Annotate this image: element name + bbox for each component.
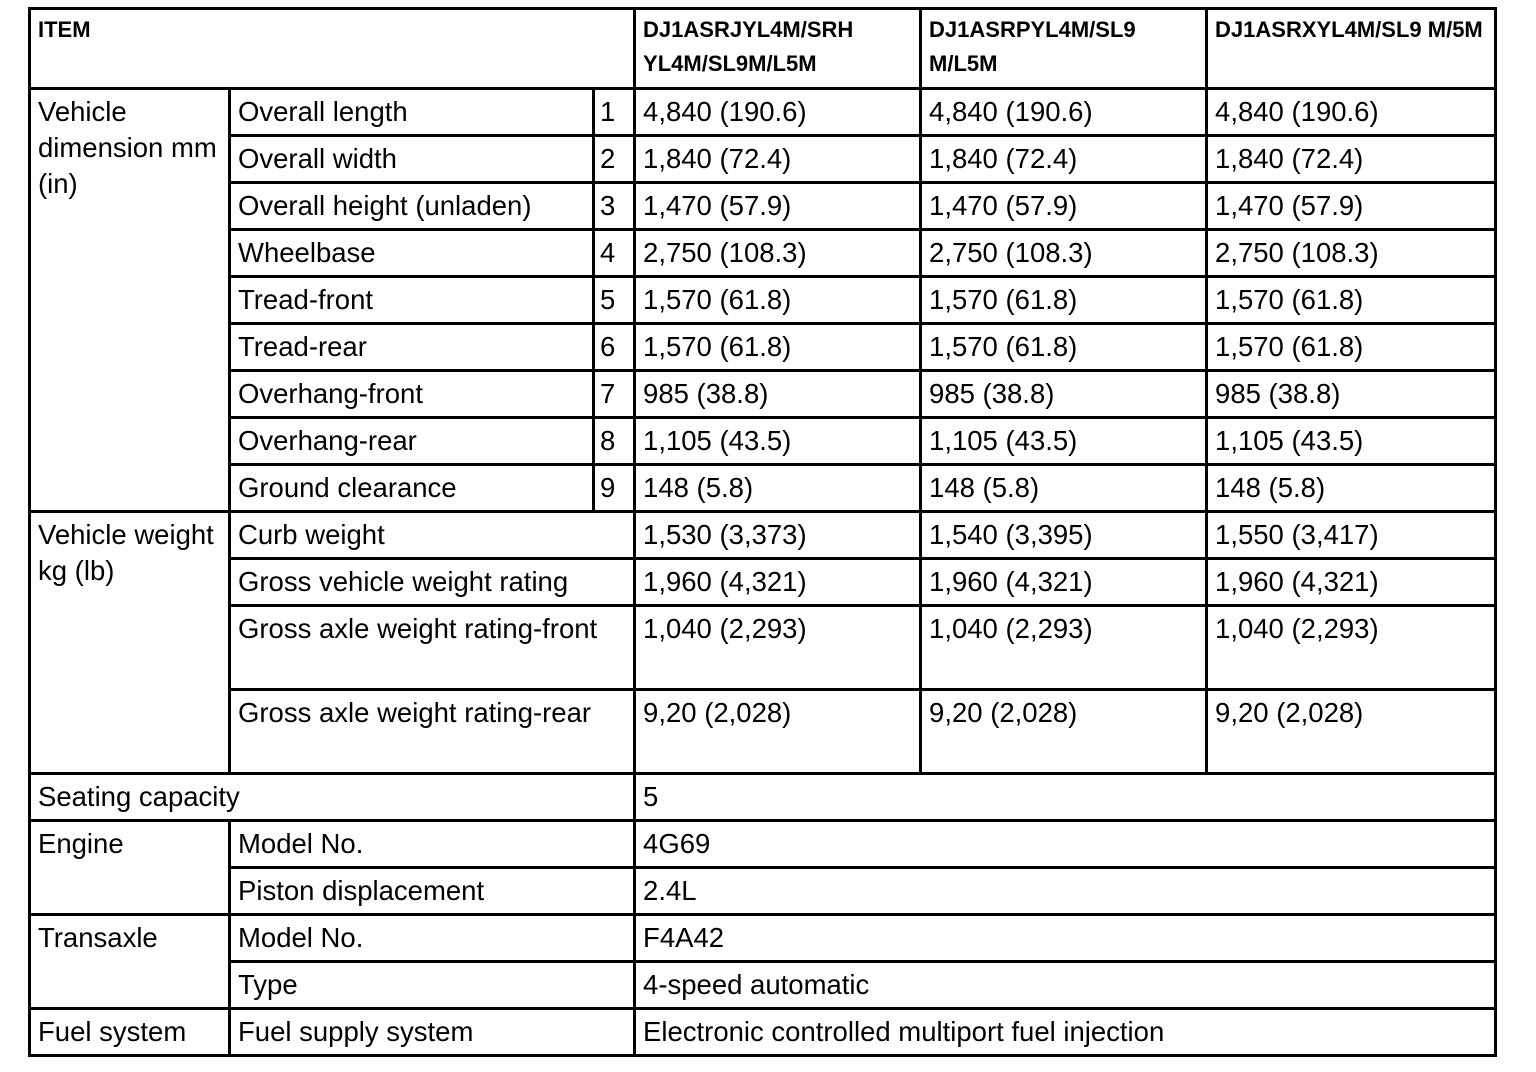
value-cell: 1,550 (3,417)	[1207, 512, 1496, 559]
seating-capacity-value: 5	[635, 774, 1496, 821]
value-cell: 1,960 (4,321)	[1207, 559, 1496, 606]
table-row	[30, 821, 1496, 868]
row-label: Model No.	[230, 821, 635, 868]
row-label: Gross vehicle weight rating	[230, 559, 635, 606]
row-label: Overhang-rear	[230, 418, 594, 465]
row-number: 3	[594, 183, 635, 230]
value-cell: 1,570 (61.8)	[1207, 277, 1496, 324]
table-row	[30, 183, 1496, 230]
value-cell: 4,840 (190.6)	[1207, 89, 1496, 136]
value-cell: 1,570 (61.8)	[635, 277, 921, 324]
table-row	[30, 606, 1496, 690]
value-cell: 1,540 (3,395)	[921, 512, 1207, 559]
row-label: Model No.	[230, 915, 635, 962]
row-label: Tread-rear	[230, 324, 594, 371]
value-cell: 9,20 (2,028)	[921, 690, 1207, 774]
value-cell: 4-speed automatic	[635, 962, 1496, 1009]
table-row	[30, 136, 1496, 183]
group-engine: Engine	[30, 821, 230, 915]
table-row	[30, 690, 1496, 774]
table-row	[30, 962, 1496, 1009]
table-row	[30, 465, 1496, 512]
table-row	[30, 230, 1496, 277]
value-cell: 1,470 (57.9)	[1207, 183, 1496, 230]
value-cell: 1,840 (72.4)	[1207, 136, 1496, 183]
row-label: Wheelbase	[230, 230, 594, 277]
header-model-2: DJ1ASRPYL4M/SL9 M/L5M	[921, 9, 1207, 89]
value-cell: 1,040 (2,293)	[1207, 606, 1496, 690]
table-row	[30, 418, 1496, 465]
header-item: ITEM	[30, 9, 635, 89]
table-row	[30, 868, 1496, 915]
table-row	[30, 371, 1496, 418]
value-cell: F4A42	[635, 915, 1496, 962]
value-cell: 1,570 (61.8)	[635, 324, 921, 371]
value-cell: 1,040 (2,293)	[921, 606, 1207, 690]
group-vehicle-dimension: Vehicle dimension mm (in)	[30, 89, 230, 512]
value-cell: 1,840 (72.4)	[635, 136, 921, 183]
row-number: 1	[594, 89, 635, 136]
row-number: 9	[594, 465, 635, 512]
value-cell: Electronic controlled multiport fuel injection	[635, 1009, 1496, 1056]
table-row	[30, 89, 1496, 136]
table-row	[30, 774, 1496, 821]
specification-table	[28, 7, 1497, 1057]
value-cell: 1,105 (43.5)	[635, 418, 921, 465]
value-cell: 4,840 (190.6)	[921, 89, 1207, 136]
value-cell: 9,20 (2,028)	[1207, 690, 1496, 774]
header-row	[30, 9, 1496, 89]
table-row	[30, 277, 1496, 324]
row-label: Tread-front	[230, 277, 594, 324]
value-cell: 1,960 (4,321)	[635, 559, 921, 606]
seating-capacity-label: Seating capacity	[30, 774, 635, 821]
row-label: Overall length	[230, 89, 594, 136]
value-cell: 985 (38.8)	[921, 371, 1207, 418]
value-cell: 1,040 (2,293)	[635, 606, 921, 690]
row-number: 7	[594, 371, 635, 418]
row-number: 5	[594, 277, 635, 324]
table-row	[30, 512, 1496, 559]
value-cell: 1,840 (72.4)	[921, 136, 1207, 183]
header-model-1: DJ1ASRJYL4M/SRH YL4M/SL9M/L5M	[635, 9, 921, 89]
value-cell: 1,105 (43.5)	[921, 418, 1207, 465]
value-cell: 2,750 (108.3)	[921, 230, 1207, 277]
row-label: Gross axle weight rating-rear	[230, 690, 635, 774]
value-cell: 1,570 (61.8)	[921, 324, 1207, 371]
row-label: Type	[230, 962, 635, 1009]
row-label: Overall height (unladen)	[230, 183, 594, 230]
value-cell: 2.4L	[635, 868, 1496, 915]
value-cell: 985 (38.8)	[1207, 371, 1496, 418]
table-row	[30, 1009, 1496, 1056]
group-vehicle-weight: Vehicle weight kg (lb)	[30, 512, 230, 774]
row-label: Curb weight	[230, 512, 635, 559]
value-cell: 2,750 (108.3)	[1207, 230, 1496, 277]
value-cell: 2,750 (108.3)	[635, 230, 921, 277]
value-cell: 1,570 (61.8)	[1207, 324, 1496, 371]
row-label: Gross axle weight rating-front	[230, 606, 635, 690]
row-label: Piston displacement	[230, 868, 635, 915]
row-label: Ground clearance	[230, 465, 594, 512]
header-model-3: DJ1ASRXYL4M/SL9 M/5M	[1207, 9, 1496, 89]
value-cell: 148 (5.8)	[1207, 465, 1496, 512]
value-cell: 1,105 (43.5)	[1207, 418, 1496, 465]
row-label: Overall width	[230, 136, 594, 183]
value-cell: 148 (5.8)	[921, 465, 1207, 512]
group-transaxle: Transaxle	[30, 915, 230, 1009]
row-number: 6	[594, 324, 635, 371]
value-cell: 148 (5.8)	[635, 465, 921, 512]
value-cell: 985 (38.8)	[635, 371, 921, 418]
value-cell: 1,470 (57.9)	[921, 183, 1207, 230]
row-number: 4	[594, 230, 635, 277]
value-cell: 4,840 (190.6)	[635, 89, 921, 136]
value-cell: 1,960 (4,321)	[921, 559, 1207, 606]
value-cell: 4G69	[635, 821, 1496, 868]
row-number: 2	[594, 136, 635, 183]
table-row	[30, 324, 1496, 371]
value-cell: 9,20 (2,028)	[635, 690, 921, 774]
row-number: 8	[594, 418, 635, 465]
row-label: Fuel supply system	[230, 1009, 635, 1056]
value-cell: 1,470 (57.9)	[635, 183, 921, 230]
table-row	[30, 559, 1496, 606]
value-cell: 1,530 (3,373)	[635, 512, 921, 559]
table-row	[30, 915, 1496, 962]
row-label: Overhang-front	[230, 371, 594, 418]
value-cell: 1,570 (61.8)	[921, 277, 1207, 324]
group-fuel-system: Fuel system	[30, 1009, 230, 1056]
